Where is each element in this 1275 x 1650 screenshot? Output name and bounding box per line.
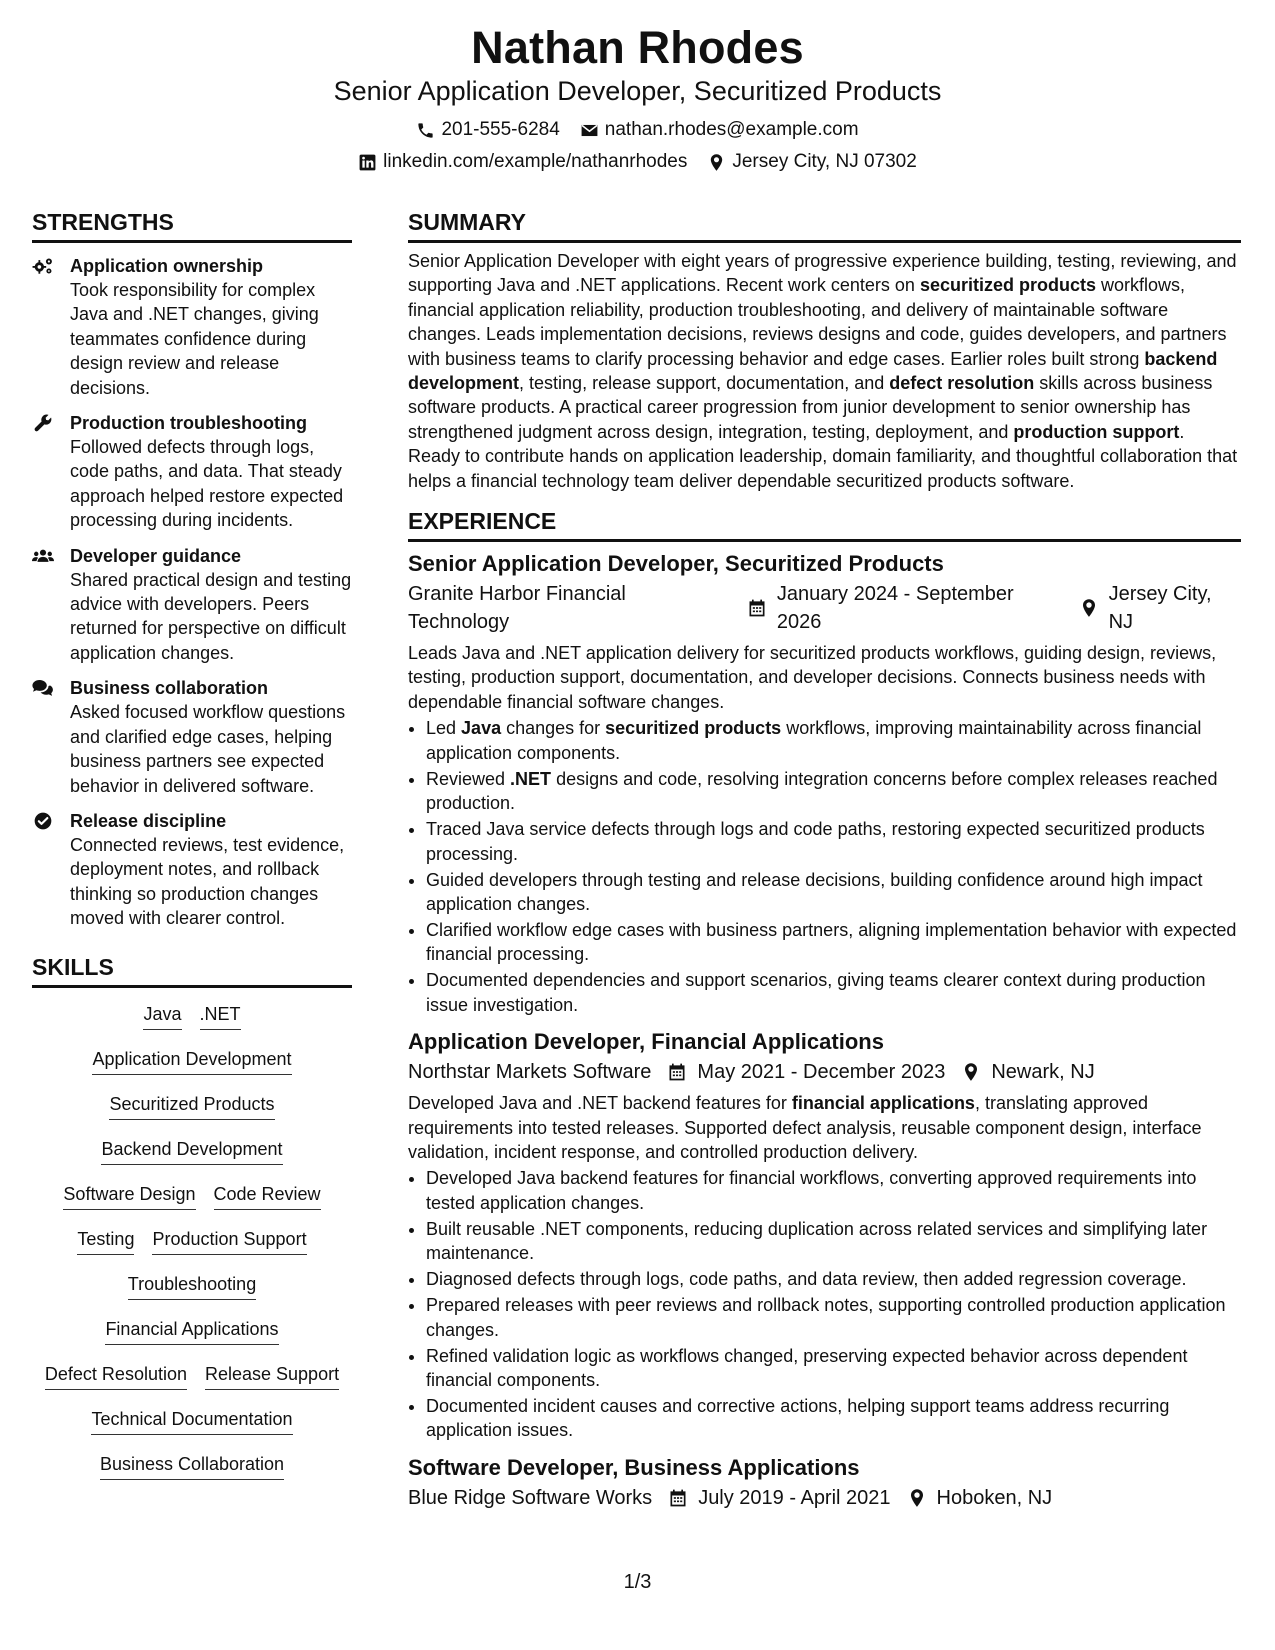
text-segment: designs and code, resolving integration concerns before complex releases reached production.	[426, 768, 1218, 814]
calendar-icon	[667, 1062, 687, 1082]
experience-heading: EXPERIENCE	[408, 507, 1241, 542]
job-company: Northstar Markets Software	[408, 1061, 652, 1084]
skill-tag: Backend Development	[101, 1137, 282, 1165]
text-segment: Prepared releases with peer reviews and rollback notes, supporting controlled production application changes.	[426, 1295, 1226, 1340]
bold-keyword: Java	[461, 718, 502, 739]
job-title: Application Developer, Financial Applications	[408, 1029, 884, 1055]
job-entry	[408, 1454, 1241, 1512]
candidate-name: Nathan Rhodes	[471, 22, 804, 73]
map-marker-icon	[907, 1488, 927, 1508]
text-segment: Refined validation logic as workflows changed, preserving expected behavior across dependent financial components.	[426, 1345, 1188, 1390]
wrench-icon	[32, 413, 54, 433]
bold-keyword: defect resolution	[889, 373, 1035, 394]
calendar-icon	[747, 598, 767, 618]
strength-item	[32, 809, 352, 931]
job-company: Granite Harbor Financial Technology	[408, 583, 626, 634]
contact-phone	[416, 118, 559, 142]
job-entry	[408, 1028, 1241, 1443]
strength-desc: Connected reviews, test evidence, deployment notes, and rollback thinking so production changes moved with clearer control.	[70, 834, 345, 929]
skill-tag: Application Development	[92, 1047, 291, 1075]
text-segment: Senior Application Developer with eight years of progressive experience building, testing, reviewing, and supporting Java and .NET applications. Recent work centers on	[408, 251, 1237, 296]
linkedin-text[interactable]: linkedin.com/example/nathanrhodes	[383, 151, 688, 172]
skill-row	[32, 1452, 352, 1497]
job-entry	[408, 550, 1241, 1017]
map-marker-icon	[707, 153, 726, 172]
job-description	[408, 1091, 1241, 1164]
users-icon	[32, 546, 54, 566]
job-bullet	[426, 1394, 1241, 1443]
job-title: Senior Application Developer, Securitized Products	[408, 551, 944, 577]
bold-keyword: financial applications	[791, 1093, 975, 1114]
strength-item	[32, 544, 352, 666]
job-location: Newark, NJ	[991, 1061, 1095, 1084]
job-bullet	[426, 968, 1241, 1017]
linkedin-icon	[358, 153, 377, 172]
strength-title: Production troubleshooting	[70, 413, 307, 434]
job-dates: January 2024 - September 2026	[776, 583, 1014, 634]
skill-tag: Production Support	[152, 1227, 306, 1255]
job-meta	[408, 1484, 1241, 1512]
text-segment: Led	[426, 718, 462, 739]
skills-heading: SKILLS	[32, 953, 352, 988]
gears-icon	[32, 256, 54, 276]
text-segment: Documented dependencies and support scenarios, giving teams clearer context during production issue investigation.	[426, 970, 1206, 1015]
skill-tag: Securitized Products	[109, 1092, 274, 1120]
strength-desc: Shared practical design and testing advice with developers. Peers returned for perspective on difficult application changes.	[70, 569, 352, 663]
bold-keyword: production support	[1013, 421, 1180, 442]
text-segment: Clarified workflow edge cases with business partners, aligning implementation behavior with expected financial processing.	[426, 919, 1237, 965]
skill-tag: Financial Applications	[105, 1317, 278, 1345]
job-meta	[408, 580, 1241, 636]
job-title: Software Developer, Business Applications	[408, 1454, 860, 1480]
page-number: 1/3	[623, 1571, 652, 1593]
job-bullet	[426, 767, 1241, 816]
strength-title: Release discipline	[70, 810, 227, 831]
strength-item	[32, 676, 352, 798]
skill-row	[32, 1317, 352, 1362]
job-location: Jersey City, NJ	[1108, 583, 1212, 634]
contact-row	[0, 150, 1275, 174]
job-bullet	[426, 1293, 1241, 1342]
skill-tag: Java	[143, 1002, 181, 1030]
job-bullet	[426, 817, 1241, 866]
skill-row	[32, 1272, 352, 1317]
text-segment: Developed Java backend features for financial workflows, converting approved requirements into tested application changes.	[426, 1168, 1197, 1213]
text-segment: Guided developers through testing and release decisions, building confidence around high impact application changes.	[426, 869, 1203, 914]
calendar-icon	[668, 1488, 688, 1508]
job-bullet	[426, 1267, 1241, 1291]
text-segment: Diagnosed defects through logs, code paths, and data review, then added regression coverage.	[426, 1269, 1187, 1290]
skills-section	[32, 953, 352, 1497]
skill-row	[32, 1002, 352, 1047]
phone-icon	[416, 121, 435, 140]
job-bullet	[426, 918, 1241, 967]
skills-list	[32, 1002, 352, 1497]
text-segment: Leads Java and .NET application delivery for securitized products workflows, guiding design, reviews, testing, production support, documentation, and developer decisions. Connects business needs with dependable financial software changes.	[408, 643, 1217, 712]
strength-title: Application ownership	[70, 256, 264, 276]
skill-tag: Technical Documentation	[91, 1407, 292, 1435]
text-segment: Built reusable .NET components, reducing duplication across related services and simplifying later maintenance.	[426, 1218, 1208, 1264]
job-location: Hoboken, NJ	[936, 1486, 1053, 1509]
candidate-title: Senior Application Developer, Securitized Products	[333, 76, 942, 106]
skill-tag: .NET	[200, 1002, 241, 1030]
skill-tag: Defect Resolution	[45, 1362, 187, 1390]
bold-keyword: .NET	[510, 768, 552, 789]
envelope-icon	[580, 121, 599, 140]
right-column	[408, 208, 1241, 1512]
comments-icon	[32, 678, 54, 698]
job-description	[408, 641, 1241, 714]
text-segment: Developed Java and .NET backend features for	[408, 1093, 792, 1114]
phone-text: 201-555-6284	[441, 119, 560, 140]
map-marker-icon	[961, 1062, 981, 1082]
email-text[interactable]: nathan.rhodes@example.com	[604, 119, 859, 140]
skill-tag: Business Collaboration	[100, 1452, 284, 1480]
job-bullet	[426, 868, 1241, 917]
text-segment: workflows, improving maintainability across financial application components.	[426, 718, 1202, 763]
skill-row	[32, 1137, 352, 1182]
experience-list	[408, 550, 1241, 1512]
strength-desc: Took responsibility for complex Java and .NET changes, giving teammates confidence during design review and release decisions.	[70, 280, 319, 398]
skill-row	[32, 1047, 352, 1092]
job-dates: July 2019 - April 2021	[698, 1486, 891, 1509]
map-marker-icon	[1079, 598, 1099, 618]
contact-email[interactable]	[580, 118, 859, 142]
job-bullets	[408, 1166, 1241, 1442]
strengths-heading: STRENGTHS	[32, 208, 352, 243]
strength-desc: Asked focused workflow questions and clarified edge cases, helping business partners see expected behavior in delivered software.	[70, 702, 346, 796]
skill-tag: Software Design	[63, 1182, 195, 1210]
skill-row	[32, 1092, 352, 1137]
text-segment: Documented incident causes and corrective actions, helping support teams address recurring application issues.	[426, 1395, 1170, 1441]
bold-keyword: backend development	[408, 348, 1218, 394]
text-segment: Reviewed	[426, 768, 511, 789]
bold-keyword: securitized products	[919, 275, 1096, 296]
text-segment: workflows, financial application reliability, production troubleshooting, and delivery of maintainable software changes. Leads implementation decisions, reviews designs and code, guides developers, and partners with business teams to clarify processing behavior and edge cases. Earlier roles built strong	[408, 275, 1227, 369]
text-segment: . Ready to contribute hands on application leadership, domain familiarity, and thoughtful collaboration that helps a financial technology team deliver dependable securitized products software.	[408, 421, 1238, 491]
strength-item	[32, 411, 352, 533]
job-bullet	[426, 1217, 1241, 1266]
skill-tag: Code Review	[214, 1182, 321, 1210]
summary-heading: SUMMARY	[408, 208, 1241, 243]
job-dates: May 2021 - December 2023	[697, 1061, 946, 1084]
contact-row	[0, 118, 1275, 142]
skill-tag: Release Support	[205, 1362, 339, 1390]
contact-location	[707, 150, 916, 174]
skill-tag: Troubleshooting	[128, 1272, 256, 1300]
text-segment: Traced Java service defects through logs and code paths, restoring expected securitized products processing.	[426, 819, 1205, 864]
contact-linkedin[interactable]	[358, 150, 687, 174]
bold-keyword: securitized products	[605, 718, 782, 739]
resume-header	[0, 22, 1275, 174]
skill-row	[32, 1407, 352, 1452]
text-segment: , translating approved requirements into tested releases. Supported defect analysis, reusable component design, interface validation, incident response, and controlled production delivery.	[408, 1093, 1202, 1162]
left-column	[32, 208, 352, 1497]
job-bullets	[408, 716, 1241, 1017]
job-company: Blue Ridge Software Works	[408, 1486, 653, 1509]
location-text: Jersey City, NJ 07302	[732, 151, 917, 172]
skill-row	[32, 1362, 352, 1407]
job-bullet	[426, 716, 1241, 765]
strength-title: Business collaboration	[70, 678, 269, 699]
job-bullet	[426, 1166, 1241, 1215]
text-segment: skills across business software products. A practical career progression from junior development to senior ownership has strengthened judgment across design, integration, testing, deployment, and	[408, 373, 1213, 442]
skill-row	[32, 1182, 352, 1227]
job-meta	[408, 1058, 1241, 1086]
check-circle-icon	[32, 811, 54, 831]
summary-text	[408, 249, 1241, 493]
text-segment: changes for	[501, 718, 606, 739]
strength-desc: Followed defects through logs, code paths, and data. That steady approach helped restore expected processing during incidents.	[70, 437, 344, 531]
text-segment: , testing, release support, documentation, and	[519, 373, 890, 394]
strength-title: Developer guidance	[70, 545, 242, 566]
job-bullet	[426, 1344, 1241, 1393]
strength-item	[32, 254, 352, 400]
skill-tag: Testing	[77, 1227, 134, 1255]
skill-row	[32, 1227, 352, 1272]
